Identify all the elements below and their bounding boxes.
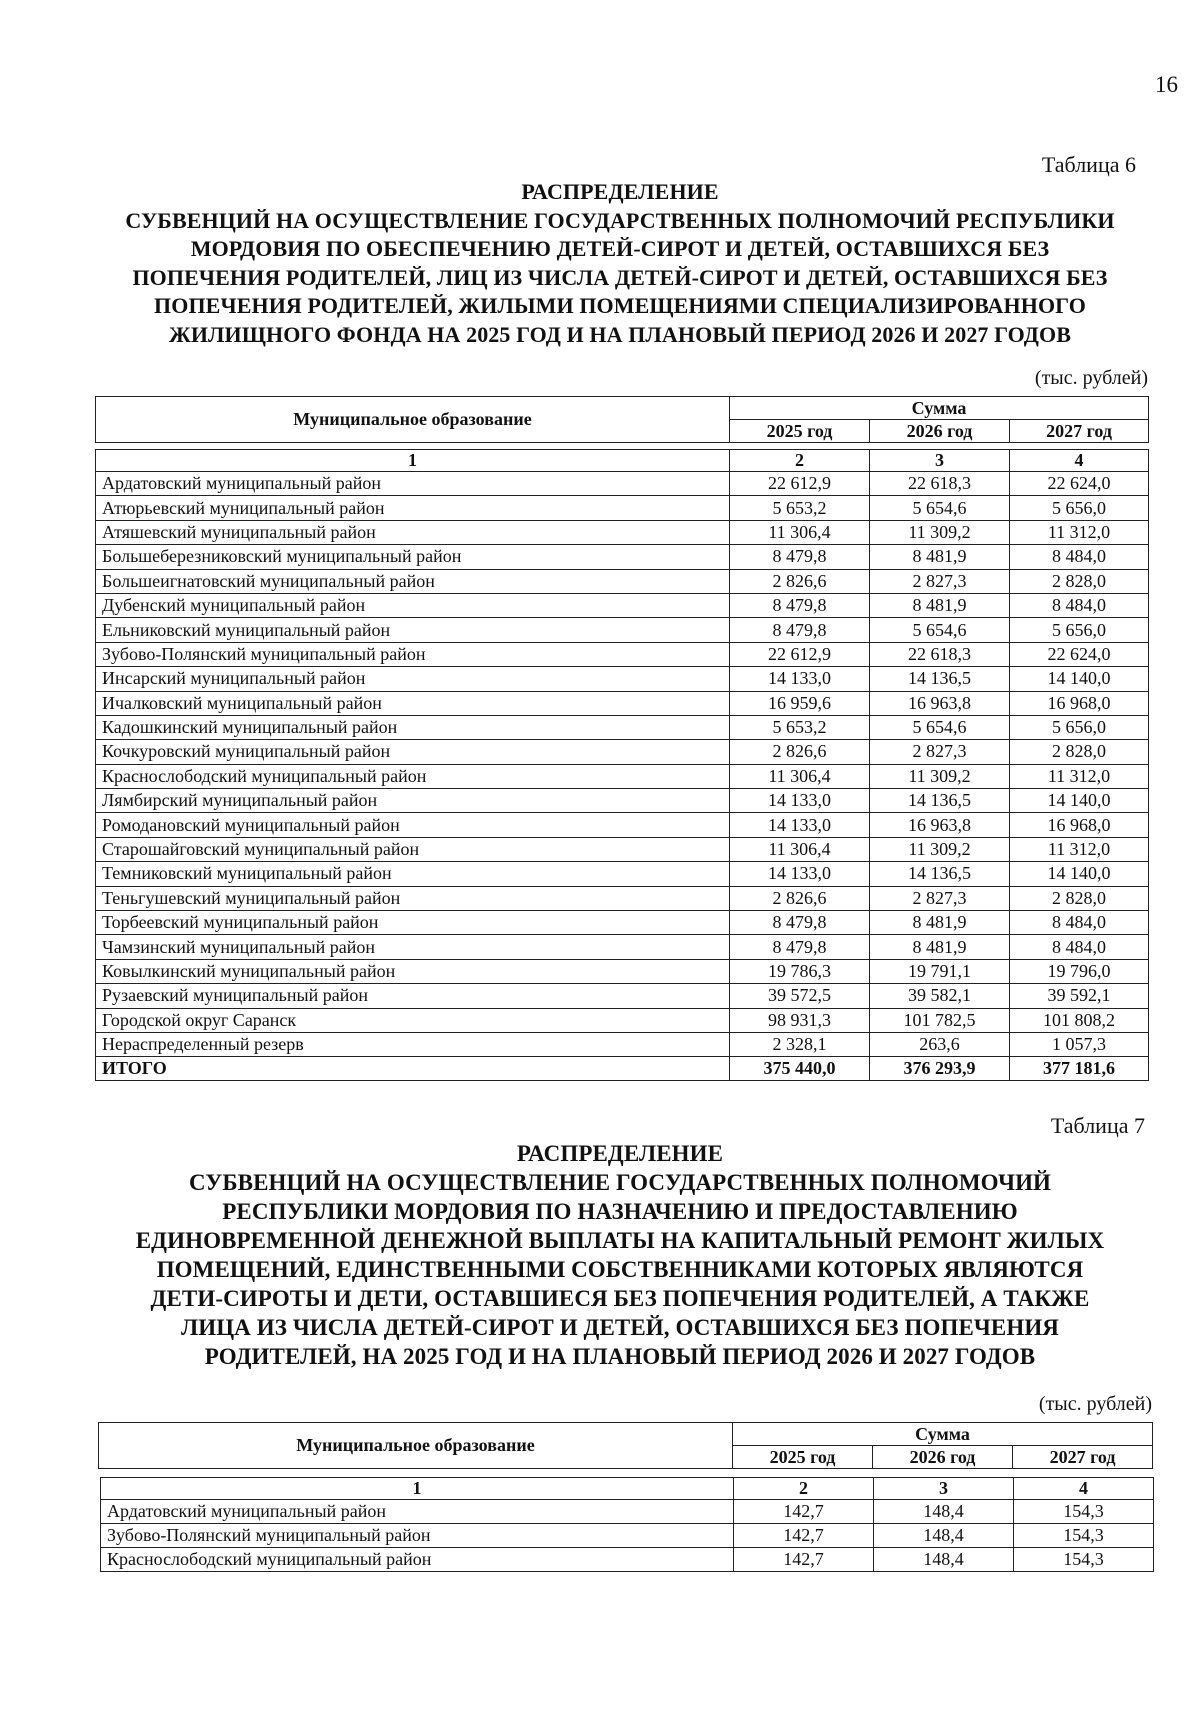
table-7-header — [98, 1422, 1153, 1469]
header-sum: Сумма — [733, 1423, 1153, 1446]
header-year-2026: 2026 год — [873, 1446, 1013, 1469]
municipality-cell: Кочкуровский муниципальный район — [96, 740, 730, 764]
table-6-label: Таблица 6 — [1041, 152, 1136, 177]
municipality-cell: Большеберезниковский муниципальный район — [96, 545, 730, 569]
table-row — [101, 1548, 1154, 1572]
header-year-2027: 2027 год — [1010, 420, 1149, 443]
value-2026-cell: 19 791,1 — [870, 959, 1010, 983]
title-line: ДЕТИ-СИРОТЫ И ДЕТИ, ОСТАВШИЕСЯ БЕЗ ПОПЕЧЕНИЯ РОДИТЕЛЕЙ, А ТАКЖЕ — [150, 1286, 1090, 1311]
table-row — [96, 618, 1149, 642]
municipality-cell: Зубово-Полянский муниципальный район — [101, 1524, 734, 1548]
value-2027-cell: 8 484,0 — [1010, 593, 1149, 617]
value-2026-cell: 16 963,8 — [870, 813, 1010, 837]
value-2025-cell: 39 572,5 — [730, 984, 870, 1008]
municipality-cell: Зубово-Полянский муниципальный район — [96, 642, 730, 666]
value-2026-cell: 14 136,5 — [870, 862, 1010, 886]
title-line: СУБВЕНЦИЙ НА ОСУЩЕСТВЛЕНИЕ ГОСУДАРСТВЕННЫХ ПОЛНОМОЧИЙ — [188, 1170, 1052, 1195]
value-2026-cell: 8 481,9 — [870, 545, 1010, 569]
title-line: РАСПРЕДЕЛЕНИЕ — [521, 179, 719, 204]
title-line: МОРДОВИЯ ПО ОБЕСПЕЧЕНИЮ ДЕТЕЙ-СИРОТ И ДЕТЕЙ, ОСТАВШИХСЯ БЕЗ — [190, 236, 1050, 261]
title-line: ПОПЕЧЕНИЯ РОДИТЕЛЕЙ, ЖИЛЫМИ ПОМЕЩЕНИЯМИ СПЕЦИАЛИЗИРОВАННОГО — [154, 293, 1086, 318]
header-municipality: Муниципальное образование — [99, 1423, 733, 1469]
value-2025-cell: 14 133,0 — [730, 862, 870, 886]
value-2027-cell: 2 828,0 — [1010, 886, 1149, 910]
value-2026-cell: 22 618,3 — [870, 642, 1010, 666]
col-number: 2 — [734, 1478, 874, 1500]
page-number: 16 — [1155, 72, 1178, 97]
municipality-cell: Атяшевский муниципальный район — [96, 520, 730, 544]
header-municipality: Муниципальное образование — [96, 397, 730, 443]
table-row — [101, 1500, 1154, 1524]
header-year-2026: 2026 год — [870, 420, 1010, 443]
table-row — [96, 959, 1149, 983]
title-line: СУБВЕНЦИЙ НА ОСУЩЕСТВЛЕНИЕ ГОСУДАРСТВЕННЫХ ПОЛНОМОЧИЙ РЕСПУБЛИКИ — [125, 207, 1115, 233]
value-2027-cell: 16 968,0 — [1010, 813, 1149, 837]
value-2025-cell: 22 612,9 — [730, 642, 870, 666]
value-2025-cell: 14 133,0 — [730, 813, 870, 837]
table-6-units: (тыс. рублей) — [1034, 367, 1148, 389]
title-line: ПОМЕЩЕНИЙ, ЕДИНСТВЕННЫМИ СОБСТВЕННИКАМИ КОТОРЫХ ЯВЛЯЮТСЯ — [156, 1257, 1084, 1282]
table-row — [96, 715, 1149, 739]
value-2026-cell: 2 827,3 — [870, 569, 1010, 593]
column-number-row — [101, 1478, 1154, 1500]
column-number-row — [96, 450, 1149, 472]
title-line: ЖИЛИЩНОГО ФОНДА НА 2025 ГОД И НА ПЛАНОВЫЙ ПЕРИОД 2026 И 2027 ГОДОВ — [168, 321, 1072, 347]
value-2025-cell: 5 653,2 — [730, 496, 870, 520]
table-row — [96, 984, 1149, 1008]
value-2025-cell: 2 826,6 — [730, 740, 870, 764]
value-2027-cell: 5 656,0 — [1010, 618, 1149, 642]
table-row — [96, 545, 1149, 569]
table-row — [96, 837, 1149, 861]
municipality-cell: Темниковский муниципальный район — [96, 862, 730, 886]
table-7-title — [80, 1139, 1160, 1371]
value-2027-cell: 154,3 — [1014, 1500, 1154, 1524]
value-2027-cell: 8 484,0 — [1010, 545, 1149, 569]
table-row — [96, 569, 1149, 593]
municipality-cell: Торбеевский муниципальный район — [96, 911, 730, 935]
value-2025-cell: 14 133,0 — [730, 667, 870, 691]
value-2026-cell: 148,4 — [874, 1548, 1014, 1572]
col-number: 4 — [1014, 1478, 1154, 1500]
table-row — [96, 496, 1149, 520]
table-row — [96, 935, 1149, 959]
value-2025-cell: 98 931,3 — [730, 1008, 870, 1032]
value-2027-cell: 2 828,0 — [1010, 740, 1149, 764]
col-number: 3 — [870, 450, 1010, 472]
value-2027-cell: 11 312,0 — [1010, 764, 1149, 788]
table-7-label: Таблица 7 — [1050, 1113, 1145, 1138]
value-2025-cell: 8 479,8 — [730, 618, 870, 642]
value-2027-cell: 14 140,0 — [1010, 789, 1149, 813]
value-2026-cell: 8 481,9 — [870, 935, 1010, 959]
value-2026-cell: 263,6 — [870, 1032, 1010, 1056]
value-2025-cell: 2 328,1 — [730, 1032, 870, 1056]
value-2025-cell: 8 479,8 — [730, 935, 870, 959]
col-number: 1 — [96, 450, 730, 472]
value-2027-cell: 2 828,0 — [1010, 569, 1149, 593]
table-row — [96, 740, 1149, 764]
value-2026-cell: 2 827,3 — [870, 740, 1010, 764]
municipality-cell: Ичалковский муниципальный район — [96, 691, 730, 715]
value-2026-cell: 8 481,9 — [870, 593, 1010, 617]
value-2025-cell: 16 959,6 — [730, 691, 870, 715]
value-2026-cell: 39 582,1 — [870, 984, 1010, 1008]
municipality-cell: Большеигнатовский муниципальный район — [96, 569, 730, 593]
municipality-cell: Городской округ Саранск — [96, 1008, 730, 1032]
value-2027-cell: 22 624,0 — [1010, 642, 1149, 666]
value-2027-cell: 19 796,0 — [1010, 959, 1149, 983]
total-2027-cell: 377 181,6 — [1010, 1057, 1149, 1081]
value-2025-cell: 142,7 — [734, 1500, 874, 1524]
municipality-cell: Дубенский муниципальный район — [96, 593, 730, 617]
value-2025-cell: 11 306,4 — [730, 837, 870, 861]
municipality-cell: Кадошкинский муниципальный район — [96, 715, 730, 739]
table-7-body — [100, 1477, 1154, 1572]
value-2026-cell: 14 136,5 — [870, 789, 1010, 813]
title-line: ЛИЦА ИЗ ЧИСЛА ДЕТЕЙ-СИРОТ И ДЕТЕЙ, ОСТАВШИХСЯ БЕЗ ПОПЕЧЕНИЯ — [180, 1315, 1060, 1340]
value-2025-cell: 142,7 — [734, 1548, 874, 1572]
value-2025-cell: 14 133,0 — [730, 789, 870, 813]
municipality-cell: Ромодановский муниципальный район — [96, 813, 730, 837]
col-number: 3 — [874, 1478, 1014, 1500]
value-2027-cell: 1 057,3 — [1010, 1032, 1149, 1056]
municipality-cell: Старошайговский муниципальный район — [96, 837, 730, 861]
title-line: РАСПРЕДЕЛЕНИЕ — [516, 1141, 724, 1166]
table-row — [96, 862, 1149, 886]
municipality-cell: Атюрьевский муниципальный район — [96, 496, 730, 520]
value-2025-cell: 8 479,8 — [730, 545, 870, 569]
col-number: 1 — [101, 1478, 734, 1500]
value-2027-cell: 14 140,0 — [1010, 667, 1149, 691]
value-2026-cell: 101 782,5 — [870, 1008, 1010, 1032]
value-2026-cell: 22 618,3 — [870, 472, 1010, 496]
municipality-cell: Инсарский муниципальный район — [96, 667, 730, 691]
value-2027-cell: 39 592,1 — [1010, 984, 1149, 1008]
title-line: РЕСПУБЛИКИ МОРДОВИЯ ПО НАЗНАЧЕНИЮ И ПРЕДОСТАВЛЕНИЮ — [222, 1199, 1018, 1224]
municipality-cell: Ковылкинский муниципальный район — [96, 959, 730, 983]
value-2026-cell: 11 309,2 — [870, 837, 1010, 861]
value-2025-cell: 19 786,3 — [730, 959, 870, 983]
value-2027-cell: 5 656,0 — [1010, 496, 1149, 520]
table-row — [96, 911, 1149, 935]
value-2026-cell: 2 827,3 — [870, 886, 1010, 910]
table-row — [96, 667, 1149, 691]
col-number: 2 — [730, 450, 870, 472]
title-line: ЕДИНОВРЕМЕННОЙ ДЕНЕЖНОЙ ВЫПЛАТЫ НА КАПИТАЛЬНЫЙ РЕМОНТ ЖИЛЫХ — [135, 1228, 1105, 1253]
table-row — [96, 789, 1149, 813]
value-2027-cell: 11 312,0 — [1010, 520, 1149, 544]
municipality-cell: Теньгушевский муниципальный район — [96, 886, 730, 910]
table-7-units: (тыс. рублей) — [1038, 1393, 1152, 1415]
title-line: ПОПЕЧЕНИЯ РОДИТЕЛЕЙ, ЛИЦ ИЗ ЧИСЛА ДЕТЕЙ-СИРОТ И ДЕТЕЙ, ОСТАВШИХСЯ БЕЗ — [132, 264, 1108, 290]
value-2025-cell: 8 479,8 — [730, 911, 870, 935]
value-2025-cell: 11 306,4 — [730, 520, 870, 544]
value-2026-cell: 5 654,6 — [870, 496, 1010, 520]
value-2025-cell: 8 479,8 — [730, 593, 870, 617]
table-6-header — [95, 396, 1149, 443]
municipality-cell: Ардатовский муниципальный район — [96, 472, 730, 496]
table-6-title — [80, 178, 1160, 349]
header-year-2027: 2027 год — [1013, 1446, 1153, 1469]
value-2027-cell: 5 656,0 — [1010, 715, 1149, 739]
value-2027-cell: 8 484,0 — [1010, 911, 1149, 935]
table-row — [101, 1524, 1154, 1548]
municipality-cell: Нераспределенный резерв — [96, 1032, 730, 1056]
value-2027-cell: 16 968,0 — [1010, 691, 1149, 715]
table-row — [96, 886, 1149, 910]
value-2026-cell: 16 963,8 — [870, 691, 1010, 715]
value-2027-cell: 101 808,2 — [1010, 1008, 1149, 1032]
value-2026-cell: 148,4 — [874, 1524, 1014, 1548]
value-2027-cell: 11 312,0 — [1010, 837, 1149, 861]
municipality-cell: Краснослободский муниципальный район — [101, 1548, 734, 1572]
col-number: 4 — [1010, 450, 1149, 472]
total-2025-cell: 375 440,0 — [730, 1057, 870, 1081]
value-2027-cell: 22 624,0 — [1010, 472, 1149, 496]
table-row — [96, 1032, 1149, 1056]
table-row — [96, 520, 1149, 544]
table-row — [96, 813, 1149, 837]
value-2026-cell: 14 136,5 — [870, 667, 1010, 691]
total-2026-cell: 376 293,9 — [870, 1057, 1010, 1081]
municipality-cell: Рузаевский муниципальный район — [96, 984, 730, 1008]
table-row — [96, 642, 1149, 666]
header-year-2025: 2025 год — [733, 1446, 873, 1469]
table-row — [96, 1008, 1149, 1032]
total-row — [96, 1057, 1149, 1081]
value-2027-cell: 154,3 — [1014, 1548, 1154, 1572]
municipality-cell: Краснослободский муниципальный район — [96, 764, 730, 788]
value-2026-cell: 8 481,9 — [870, 911, 1010, 935]
header-sum: Сумма — [730, 397, 1149, 420]
value-2026-cell: 148,4 — [874, 1500, 1014, 1524]
municipality-cell: Ардатовский муниципальный район — [101, 1500, 734, 1524]
value-2025-cell: 11 306,4 — [730, 764, 870, 788]
municipality-cell: Лямбирский муниципальный район — [96, 789, 730, 813]
total-label-cell: ИТОГО — [96, 1057, 730, 1081]
value-2026-cell: 11 309,2 — [870, 764, 1010, 788]
title-line: РОДИТЕЛЕЙ, НА 2025 ГОД И НА ПЛАНОВЫЙ ПЕРИОД 2026 И 2027 ГОДОВ — [204, 1344, 1036, 1369]
value-2027-cell: 14 140,0 — [1010, 862, 1149, 886]
value-2025-cell: 2 826,6 — [730, 886, 870, 910]
value-2025-cell: 2 826,6 — [730, 569, 870, 593]
header-year-2025: 2025 год — [730, 420, 870, 443]
value-2025-cell: 142,7 — [734, 1524, 874, 1548]
table-row — [96, 593, 1149, 617]
table-6-body — [95, 449, 1149, 1081]
value-2026-cell: 5 654,6 — [870, 618, 1010, 642]
municipality-cell: Ельниковский муниципальный район — [96, 618, 730, 642]
value-2027-cell: 154,3 — [1014, 1524, 1154, 1548]
municipality-cell: Чамзинский муниципальный район — [96, 935, 730, 959]
table-row — [96, 764, 1149, 788]
value-2025-cell: 22 612,9 — [730, 472, 870, 496]
value-2026-cell: 5 654,6 — [870, 715, 1010, 739]
value-2026-cell: 11 309,2 — [870, 520, 1010, 544]
table-row — [96, 691, 1149, 715]
table-row — [96, 472, 1149, 496]
value-2027-cell: 8 484,0 — [1010, 935, 1149, 959]
value-2025-cell: 5 653,2 — [730, 715, 870, 739]
